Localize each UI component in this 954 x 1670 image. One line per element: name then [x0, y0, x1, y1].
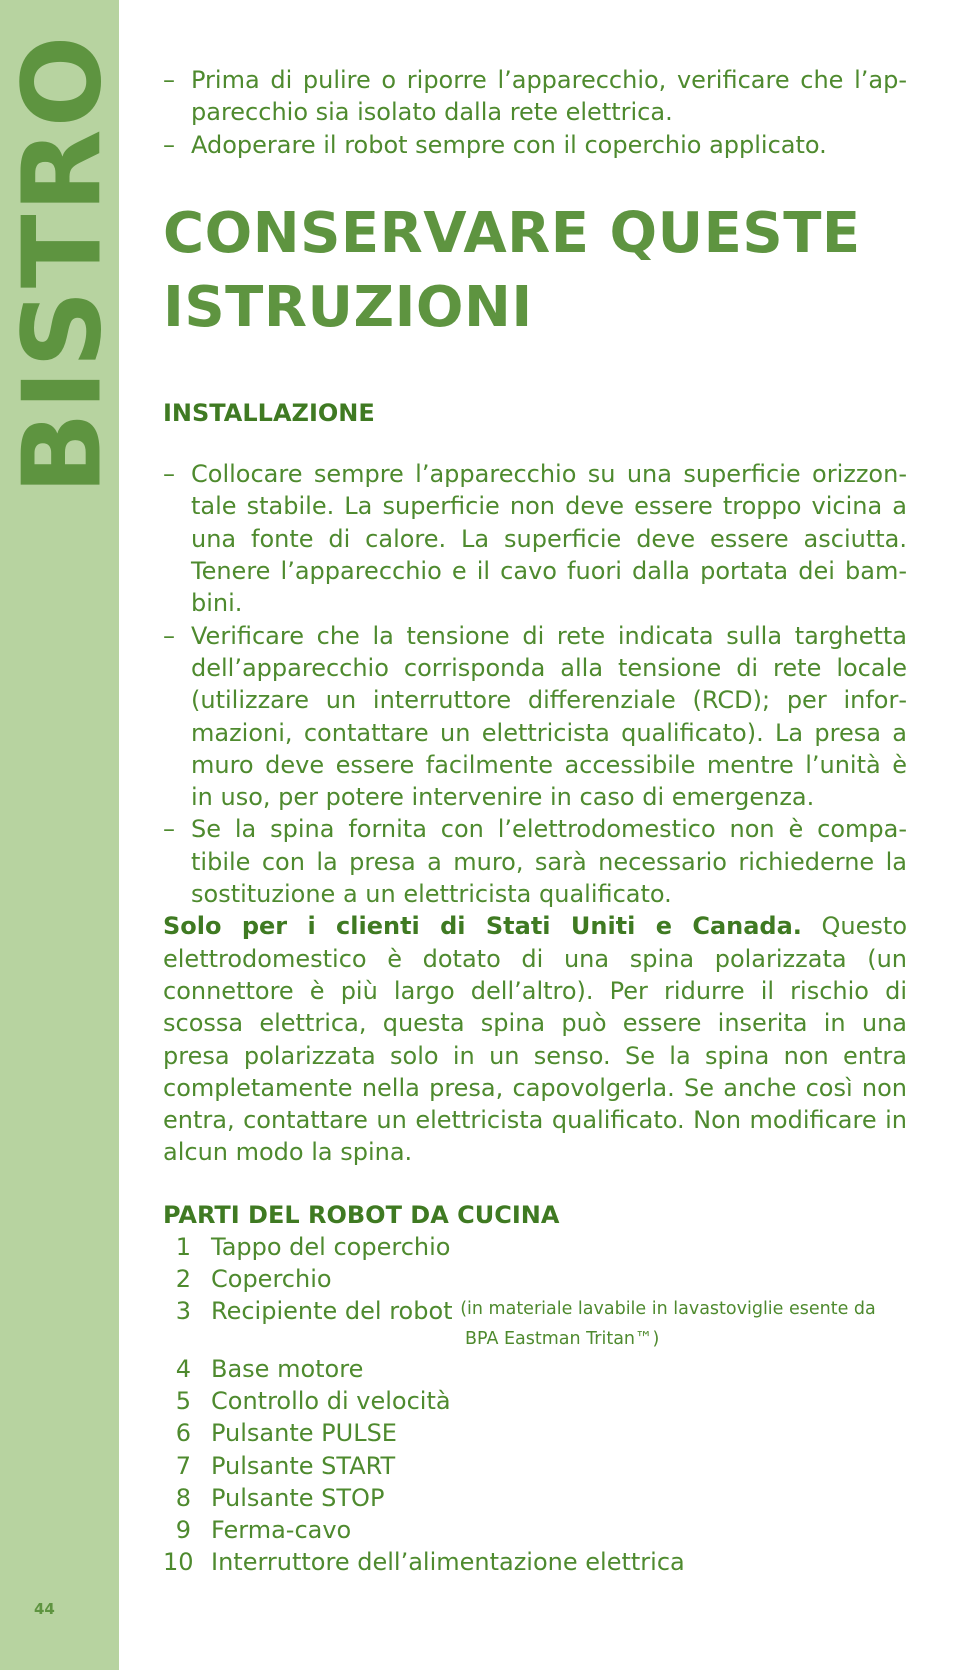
main-heading-line-1: CONSERVARE QUESTE — [163, 200, 861, 266]
parts-item-label: Recipiente del robot — [211, 1297, 453, 1326]
parts-item — [163, 1385, 907, 1417]
parts-item-label: Interruttore dell’alimentazione elettrica — [211, 1548, 685, 1577]
brand-text: BISTRO — [0, 33, 125, 495]
parts-item-number: 6 — [175, 1419, 191, 1448]
list-item: – Adoperare il robot sempre con il coperchio applicato. — [163, 129, 907, 161]
parts-item-number: 1 — [175, 1232, 191, 1261]
parts-item — [163, 1417, 907, 1449]
main-heading — [163, 197, 907, 345]
list-item: – Prima di pulire o riporre l’apparecchio, verificare che l’apparecchio sia isolato dalla rete elettrica. — [163, 64, 907, 129]
parts-item — [163, 1482, 907, 1514]
brand-vertical-title — [0, 33, 125, 495]
parts-item-number: 9 — [175, 1516, 191, 1545]
us-canada-note — [163, 910, 907, 1168]
parts-item — [163, 1514, 907, 1546]
note-body: Questo elettrodomestico è dotato di una spina polarizzata (un connettore è più largo dell’altro). Per ridurre il rischio di scossa elettrica, questa spina può essere inserita in una presa polarizzata solo in un senso. Se la spina non entra completamente nella presa, capovolgerla. Se anche così non entra, contattare un elettricista qualificato. Non modificare in alcun modo la spina. — [163, 912, 908, 1167]
page-number: 44 — [34, 1600, 55, 1618]
list-item: – Se la spina fornita con l’elettrodomestico non è compatibile con la presa a muro, sarà necessario richiederne la sostituzione a un elettricista qualificato. — [163, 813, 907, 910]
parts-item — [163, 1295, 907, 1327]
parts-list — [163, 1231, 907, 1328]
parts-item-note-continuation: BPA Eastman Tritan™) — [465, 1328, 660, 1349]
main-heading-line-2: ISTRUZIONI — [163, 274, 533, 340]
parts-heading: PARTI DEL ROBOT DA CUCINA — [163, 1200, 560, 1229]
parts-item-label: Pulsante START — [211, 1451, 396, 1480]
note-bold-lead: Solo per i clienti di Stati Uniti e Canada. — [163, 912, 802, 941]
installation-list — [163, 458, 907, 910]
parts-item-number: 10 — [163, 1548, 194, 1577]
parts-item-label: Tappo del coperchio — [211, 1232, 451, 1261]
intro-list — [163, 64, 907, 161]
parts-item — [163, 1450, 907, 1482]
parts-item-number: 3 — [175, 1297, 191, 1326]
parts-item — [163, 1263, 907, 1295]
parts-item-number: 4 — [175, 1354, 191, 1383]
page-content — [163, 64, 907, 1579]
parts-item-label: Pulsante STOP — [211, 1483, 385, 1512]
parts-item-label: Ferma-cavo — [211, 1516, 352, 1545]
sidebar — [0, 0, 125, 1670]
list-item: – Verificare che la tensione di rete indicata sulla targhetta dell’apparecchio corrisponda alla tensione di rete locale (utilizzare un interruttore differenziale (RCD); per informazioni, contattare un elettricista qualificato). La presa a muro deve essere facilmente accessibile mentre l’unità è in uso, per potere intervenire in caso di emergenza. — [163, 620, 907, 814]
parts-item-label: Pulsante PULSE — [211, 1419, 397, 1448]
parts-item — [163, 1353, 907, 1385]
parts-item-label: Controllo di velocità — [211, 1386, 451, 1415]
parts-item-note: (in materiale lavabile in lavastoviglie esente da — [460, 1299, 876, 1320]
parts-item-label: Base motore — [211, 1354, 364, 1383]
parts-list-continued — [163, 1353, 907, 1579]
parts-item — [163, 1231, 907, 1263]
list-item: – Collocare sempre l’apparecchio su una superficie orizzontale stabile. La superficie non deve essere troppo vicina a una fonte di calore. La superficie deve essere asciutta. Tenere l’apparecchio e il cavo fuori dalla portata dei bambini. — [163, 458, 907, 619]
parts-item-number: 5 — [175, 1386, 191, 1415]
parts-item-number: 7 — [175, 1451, 191, 1480]
parts-item — [163, 1546, 907, 1578]
parts-item-number: 2 — [175, 1265, 191, 1294]
installation-heading: INSTALLAZIONE — [163, 398, 375, 427]
parts-item-number: 8 — [175, 1483, 191, 1512]
parts-item-label: Coperchio — [211, 1265, 332, 1294]
